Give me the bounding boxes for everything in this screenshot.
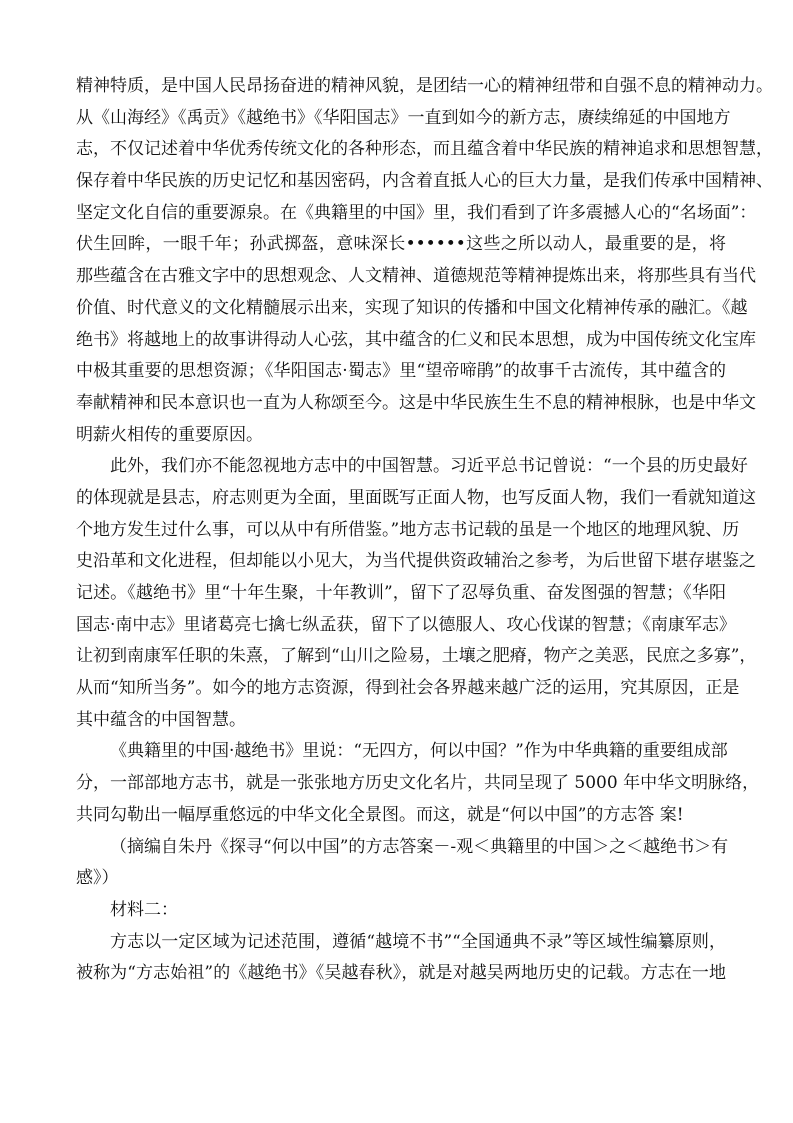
text-line: 其中蕴含的中国智慧。 (76, 709, 246, 730)
document-body (76, 71, 773, 990)
text-line: 让初到南康军任职的朱熹，了解到“山川之险易，土壤之肥瘠，物产之美恶，民庶之多寡”， (76, 646, 757, 667)
text-line: 史沿革和文化进程，但却能以小见大，为当代提供资政辅治之参考，为后世留下堪存堪鉴之 (76, 551, 756, 572)
text-line: 伏生回眸，一眼千年；孙武掷盔，意味深长••••••这些之所以动人，最重要的是，将 (76, 234, 726, 255)
text-line: 保存着中华民族的历史记忆和基因密码，内含着直抵人心的巨大力量，是我们传承中国精神、 (76, 171, 773, 192)
text-line: 那些蕴含在古雅文字中的思想观念、人文精神、道德规范等精神提炼出来，将那些具有当代 (76, 266, 756, 287)
text-line: 记述。《越绝书》里“十年生聚，十年教训”，留下了忍辱负重、奋发图强的智慧；《华阳 (76, 583, 726, 603)
text-line: 奉献精神和民本意识也一直为人称颂至今。这是中华民族生生不息的精神根脉，也是中华文 (76, 392, 756, 413)
text-line: 价值、时代意义的文化精髓展示出来，实现了知识的传播和中国文化精神传承的融汇。《越 (76, 297, 748, 318)
text-line: 志，不仅记述着中华优秀传统文化的各种形态，而且蕴含着中华民族的精神追求和思想智慧， (76, 139, 773, 160)
text-line: 中极其重要的思想资源；《华阳国志·蜀志》里“望帝啼鹃”的故事千古流传，其中蕴含的 (76, 361, 726, 382)
text-line: 材料二： (110, 899, 178, 920)
text-line: 此外，我们亦不能忽视地方志中的中国智慧。习近平总书记曾说：“一个县的历史最好 (110, 456, 748, 477)
text-line: 共同勾勒出一幅厚重悠远的中华文化全景图。而这，就是“何以中国”的方志答 案! (76, 804, 684, 825)
text-line: 明薪火相传的重要原因。 (76, 424, 263, 445)
text-line: （摘编自朱丹《探寻“何以中国”的方志答案－-观＜典籍里的中国＞之＜越绝书＞有 (110, 836, 729, 857)
text-line: 国志·南中志》里诸葛亮七擒七纵孟获，留下了以德服人、攻心伐谋的智慧；《南康军志》 (76, 614, 736, 635)
text-line: 个地方发生过什么事，可以从中有所借鉴。”地方志书记载的虽是一个地区的地理风貌、历 (76, 519, 740, 540)
text-line: 感》） (76, 868, 119, 889)
text-line: 《典籍里的中国·越绝书》里说：“无四方，何以中国？”作为中华典籍的重要组成部 (110, 741, 728, 762)
text-line: 坚定文化自信的重要源泉。在《典籍里的中国》里，我们看到了许多震撼人心的“名场面”： (76, 202, 757, 223)
text-line: 的体现就是县志，府志则更为全面，里面既写正面人物，也写反面人物，我们一看就知道这 (76, 487, 756, 508)
text-line: 分，一部部地方志书，就是一张张地方历史文化名片，共同呈现了 5000 年中华文明脉络， (76, 773, 760, 794)
text-line: 被称为“方志始祖”的《越绝书》《吴越春秋》，就是对越吴两地历史的记载。方志在一地 (76, 963, 726, 984)
text-line: 精神特质，是中国人民昂扬奋进的精神风貌，是团结一心的精神纽带和自强不息的精神动力。 (76, 76, 773, 96)
text-line: 从而“知所当务”。如今的地方志资源，得到社会各界越来越广泛的运用，究其原因，正是 (76, 678, 740, 699)
text-line: 方志以一定区域为记述范围，遵循“越境不书”“全国通典不录”等区域性编纂原则， (110, 931, 726, 952)
text-line: 绝书》将越地上的故事讲得动人心弦，其中蕴含的仁义和民本思想，成为中国传统文化宝库 (76, 329, 756, 350)
text-line: 从《山海经》《禹贡》《越绝书》《华阳国志》一直到如今的新方志，赓续绵延的中国地方 (76, 107, 731, 128)
